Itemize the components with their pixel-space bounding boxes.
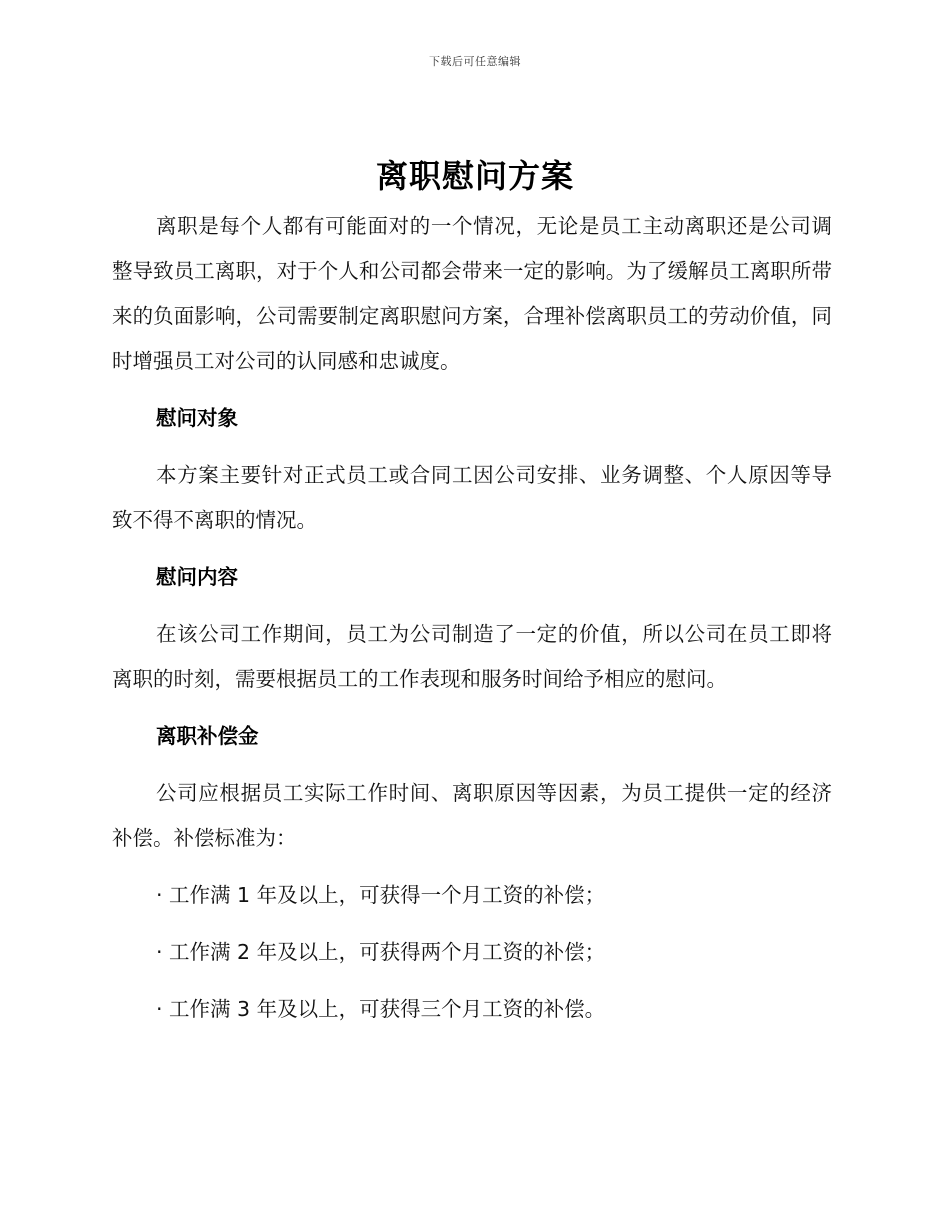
document-body (112, 204, 832, 1032)
section-body-recipients: 本方案主要针对正式员工或合同工因公司安排、业务调整、个人原因等导致不得不离职的情况。 (112, 463, 832, 532)
bullet-item-2: · 工作满 2 年及以上，可获得两个月工资的补偿； (156, 940, 606, 964)
section-heading-recipients: 慰问对象 (156, 406, 238, 430)
header-note: 下载后可任意编辑 (429, 55, 521, 68)
intro-paragraph: 离职是每个人都有可能面对的一个情况，无论是员工主动离职还是公司调整导致员工离职，对于个人和公司都会带来一定的影响。为了缓解员工离职所带来的负面影响，公司需要制定离职慰问方案，合理补偿离职员工的劳动价值，同时增强员工对公司的认同感和忠诚度。 (112, 214, 832, 373)
section-body-content: 在该公司工作期间，员工为公司制造了一定的价值，所以公司在员工即将离职的时刻，需要根据员工的工作表现和服务时间给予相应的慰问。 (112, 622, 832, 691)
section-heading-compensation: 离职补偿金 (156, 724, 259, 748)
document-title: 离职慰问方案 (375, 157, 574, 195)
bullet-item-3: · 工作满 3 年及以上，可获得三个月工资的补偿。 (156, 997, 606, 1021)
bullet-item-1: · 工作满 1 年及以上，可获得一个月工资的补偿； (156, 883, 606, 907)
section-body-compensation: 公司应根据员工实际工作时间、离职原因等因素，为员工提供一定的经济补偿。补偿标准为： (112, 781, 832, 850)
section-heading-content: 慰问内容 (156, 565, 238, 589)
